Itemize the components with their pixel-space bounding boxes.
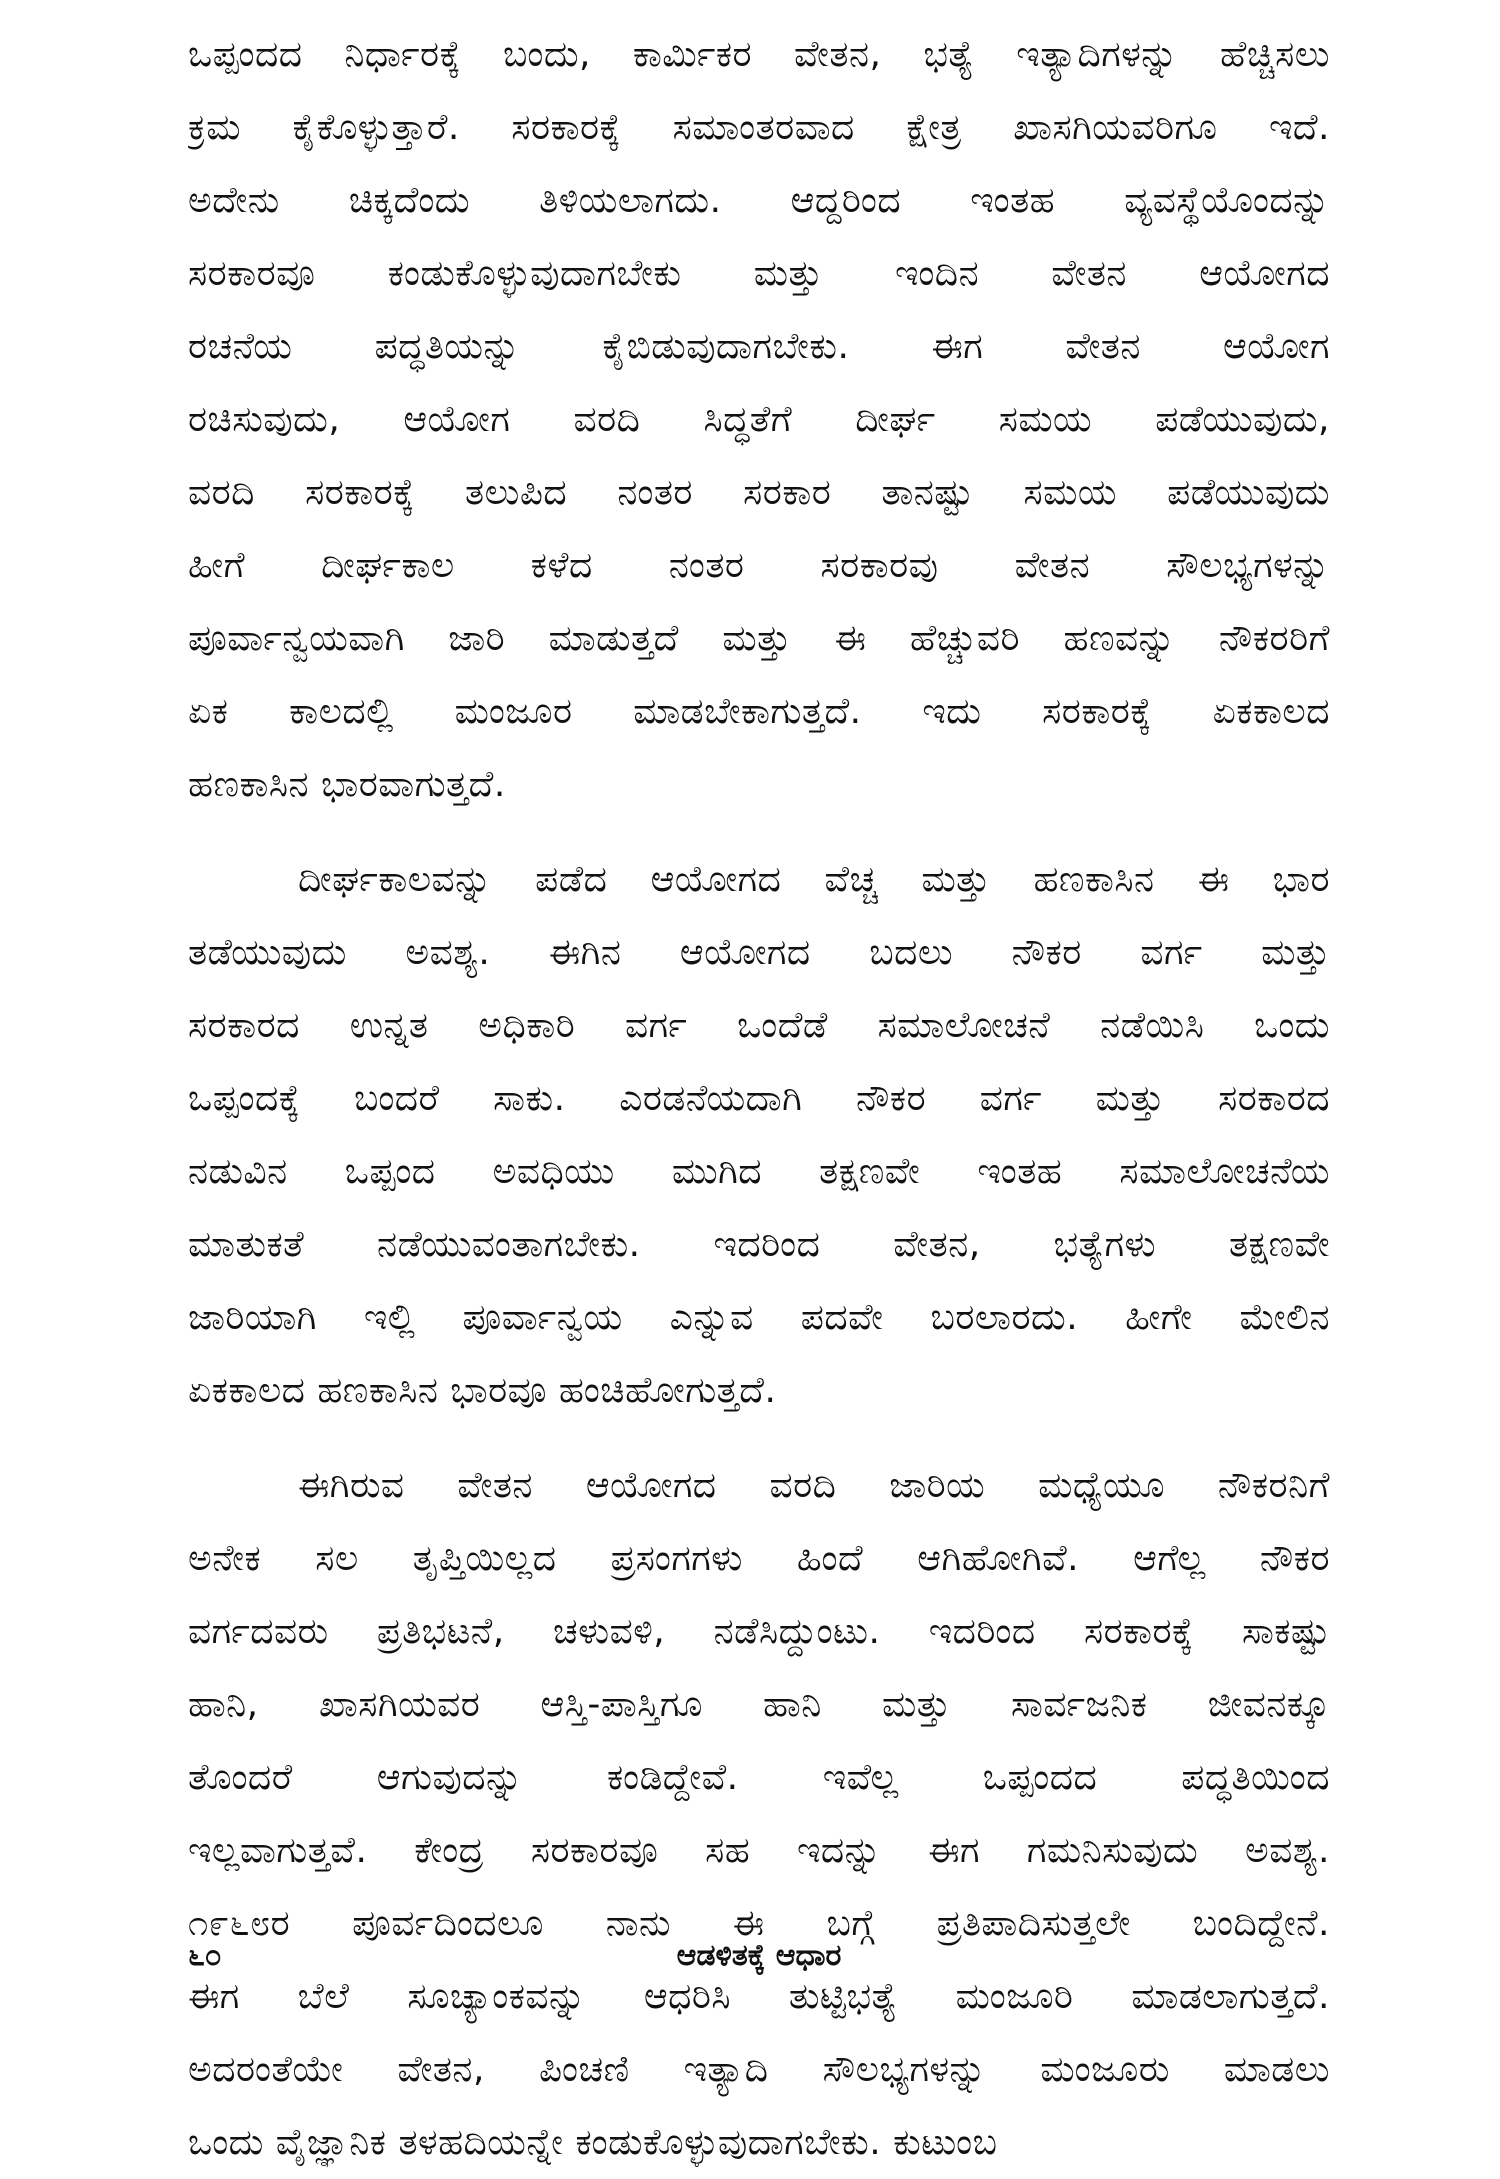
text-line: ಹೀಗೆ ದೀರ್ಘಕಾಲ ಕಳೆದ ನಂತರ ಸರಕಾರವು ವೇತನ ಸೌಲಭ್ಯಗಳನ್ನು: [188, 545, 1330, 586]
text-line: ತಡೆಯುವುದು ಅವಶ್ಯ. ಈಗಿನ ಆಯೋಗದ ಬದಲು ನೌಕರ ವರ್ಗ ಮತ್ತು: [188, 932, 1330, 973]
running-title: ಆಡಳಿತಕ್ಕೆ ಆಧಾರ: [676, 1938, 842, 1973]
text-line: ಕ್ರಮ ಕೈಕೊಳ್ಳುತ್ತಾರೆ. ಸರಕಾರಕ್ಕೆ ಸಮಾಂತರವಾದ ಕ್ಷೇತ್ರ ಖಾಸಗಿಯವರಿಗೂ ಇದೆ.: [188, 107, 1330, 148]
body-text: [188, 18, 1330, 2179]
text-line: ಸರಕಾರದ ಉನ್ನತ ಅಧಿಕಾರಿ ವರ್ಗ ಒಂದೆಡೆ ಸಮಾಲೋಚನೆ ನಡೆಯಿಸಿ ಒಂದು: [188, 1005, 1330, 1046]
text-line: ಒಂದು ವೈಜ್ಞಾನಿಕ ತಳಹದಿಯನ್ನೇ ಕಂಡುಕೊಳ್ಳುವುದಾಗಬೇಕು. ಕುಟುಂಬ: [188, 2122, 998, 2163]
text-line: ರಚನೆಯ ಪದ್ಧತಿಯನ್ನು ಕೈಬಿಡುವುದಾಗಬೇಕು. ಈಗ ವೇತನ ಆಯೋಗ: [188, 326, 1330, 367]
text-line: ಪೂರ್ವಾನ್ವಯವಾಗಿ ಜಾರಿ ಮಾಡುತ್ತದೆ ಮತ್ತು ಈ ಹೆಚ್ಚುವರಿ ಹಣವನ್ನು ನೌಕರರಿಗೆ: [188, 618, 1330, 659]
text-line: ಮಾತುಕತೆ ನಡೆಯುವಂತಾಗಬೇಕು. ಇದರಿಂದ ವೇತನ, ಭತ್ಯೆಗಳು ತಕ್ಷಣವೇ: [188, 1224, 1330, 1265]
text-line: ರಚಿಸುವುದು, ಆಯೋಗ ವರದಿ ಸಿದ್ಧತೆಗೆ ದೀರ್ಘ ಸಮಯ ಪಡೆಯುವುದು,: [188, 399, 1330, 440]
paragraph-gap: [188, 821, 1330, 843]
text-line: ಒಪ್ಪಂದಕ್ಕೆ ಬಂದರೆ ಸಾಕು. ಎರಡನೆಯದಾಗಿ ನೌಕರ ವರ್ಗ ಮತ್ತು ಸರಕಾರದ: [188, 1078, 1330, 1119]
text-line: ಹಣಕಾಸಿನ ಭಾರವಾಗುತ್ತದೆ.: [188, 764, 506, 805]
text-line: ಅದೇನು ಚಿಕ್ಕದೆಂದು ತಿಳಿಯಲಾಗದು. ಆದ್ದರಿಂದ ಇಂತಹ ವ್ಯವಸ್ಥೆಯೊಂದನ್ನು: [188, 180, 1330, 221]
text-line: ಈಗಿರುವ ವೇತನ ಆಯೋಗದ ವರದಿ ಜಾರಿಯ ಮಧ್ಯೆಯೂ ನೌಕರನಿಗೆ: [298, 1465, 1330, 1506]
text-line: ಜಾರಿಯಾಗಿ ಇಲ್ಲಿ ಪೂರ್ವಾನ್ವಯ ಎನ್ನುವ ಪದವೇ ಬರಲಾರದು. ಹೀಗೇ ಮೇಲಿನ: [188, 1297, 1330, 1338]
text-line: ಅನೇಕ ಸಲ ತೃಪ್ತಿಯಿಲ್ಲದ ಪ್ರಸಂಗಗಳು ಹಿಂದೆ ಆಗಿಹೋಗಿವೆ. ಆಗೆಲ್ಲ ನೌಕರ: [188, 1538, 1330, 1579]
paragraph: [188, 1449, 1330, 2179]
text-line: ತೊಂದರೆ ಆಗುವುದನ್ನು ಕಂಡಿದ್ದೇವೆ. ಇವೆಲ್ಲ ಒಪ್ಪಂದದ ಪದ್ಧತಿಯಿಂದ: [188, 1757, 1330, 1798]
text-line: ಸರಕಾರವೂ ಕಂಡುಕೊಳ್ಳುವುದಾಗಬೇಕು ಮತ್ತು ಇಂದಿನ ವೇತನ ಆಯೋಗದ: [188, 253, 1330, 294]
text-line: ಅದರಂತೆಯೇ ವೇತನ, ಪಿಂಚಣಿ ಇತ್ಯಾದಿ ಸೌಲಭ್ಯಗಳನ್ನು ಮಂಜೂರು ಮಾಡಲು: [188, 2049, 1330, 2090]
text-line: ಏಕ ಕಾಲದಲ್ಲಿ ಮಂಜೂರ ಮಾಡಬೇಕಾಗುತ್ತದೆ. ಇದು ಸರಕಾರಕ್ಕೆ ಏಕಕಾಲದ: [188, 691, 1330, 732]
book-page: [188, 18, 1330, 2163]
paragraph-gap: [188, 1427, 1330, 1449]
text-line: ಹಾನಿ, ಖಾಸಗಿಯವರ ಆಸ್ತಿ-ಪಾಸ್ತಿಗೂ ಹಾನಿ ಮತ್ತು ಸಾರ್ವಜನಿಕ ಜೀವನಕ್ಕೂ: [188, 1684, 1330, 1725]
text-line: ೧೯೬೮ರ ಪೂರ್ವದಿಂದಲೂ ನಾನು ಈ ಬಗ್ಗೆ ಪ್ರತಿಪಾದಿಸುತ್ತಲೇ ಬಂದಿದ್ದೇನೆ.: [188, 1903, 1330, 1944]
text-line: ಏಕಕಾಲದ ಹಣಕಾಸಿನ ಭಾರವೂ ಹಂಚಿಹೋಗುತ್ತದೆ.: [188, 1370, 777, 1411]
text-line: ನಡುವಿನ ಒಪ್ಪಂದ ಅವಧಿಯು ಮುಗಿದ ತಕ್ಷಣವೇ ಇಂತಹ ಸಮಾಲೋಚನೆಯ: [188, 1151, 1330, 1192]
text-line: ವರದಿ ಸರಕಾರಕ್ಕೆ ತಲುಪಿದ ನಂತರ ಸರಕಾರ ತಾನಷ್ಟು ಸಮಯ ಪಡೆಯುವುದು: [188, 472, 1330, 513]
text-line: ವರ್ಗದವರು ಪ್ರತಿಭಟನೆ, ಚಳುವಳಿ, ನಡೆಸಿದ್ದುಂಟು. ಇದರಿಂದ ಸರಕಾರಕ್ಕೆ ಸಾಕಷ್ಟು: [188, 1611, 1330, 1652]
paragraph: [188, 843, 1330, 1427]
page-footer: [188, 1938, 1330, 1978]
paragraph: [188, 18, 1330, 821]
text-line: ಇಲ್ಲವಾಗುತ್ತವೆ. ಕೇಂದ್ರ ಸರಕಾರವೂ ಸಹ ಇದನ್ನು ಈಗ ಗಮನಿಸುವುದು ಅವಶ್ಯ.: [188, 1830, 1330, 1871]
page-number: ೬೦: [188, 1938, 222, 1973]
text-line: ಈಗ ಬೆಲೆ ಸೂಚ್ಯಾಂಕವನ್ನು ಆಧರಿಸಿ ತುಟ್ಟಿಭತ್ಯೆ ಮಂಜೂರಿ ಮಾಡಲಾಗುತ್ತದೆ.: [188, 1976, 1330, 2017]
text-line: ಒಪ್ಪಂದದ ನಿರ್ಧಾರಕ್ಕೆ ಬಂದು, ಕಾರ್ಮಿಕರ ವೇತನ, ಭತ್ಯೆ ಇತ್ಯಾದಿಗಳನ್ನು ಹೆಚ್ಚಿಸಲು: [188, 34, 1330, 75]
text-line: ದೀರ್ಘಕಾಲವನ್ನು ಪಡೆದ ಆಯೋಗದ ವೆಚ್ಚ ಮತ್ತು ಹಣಕಾಸಿನ ಈ ಭಾರ: [298, 859, 1330, 900]
